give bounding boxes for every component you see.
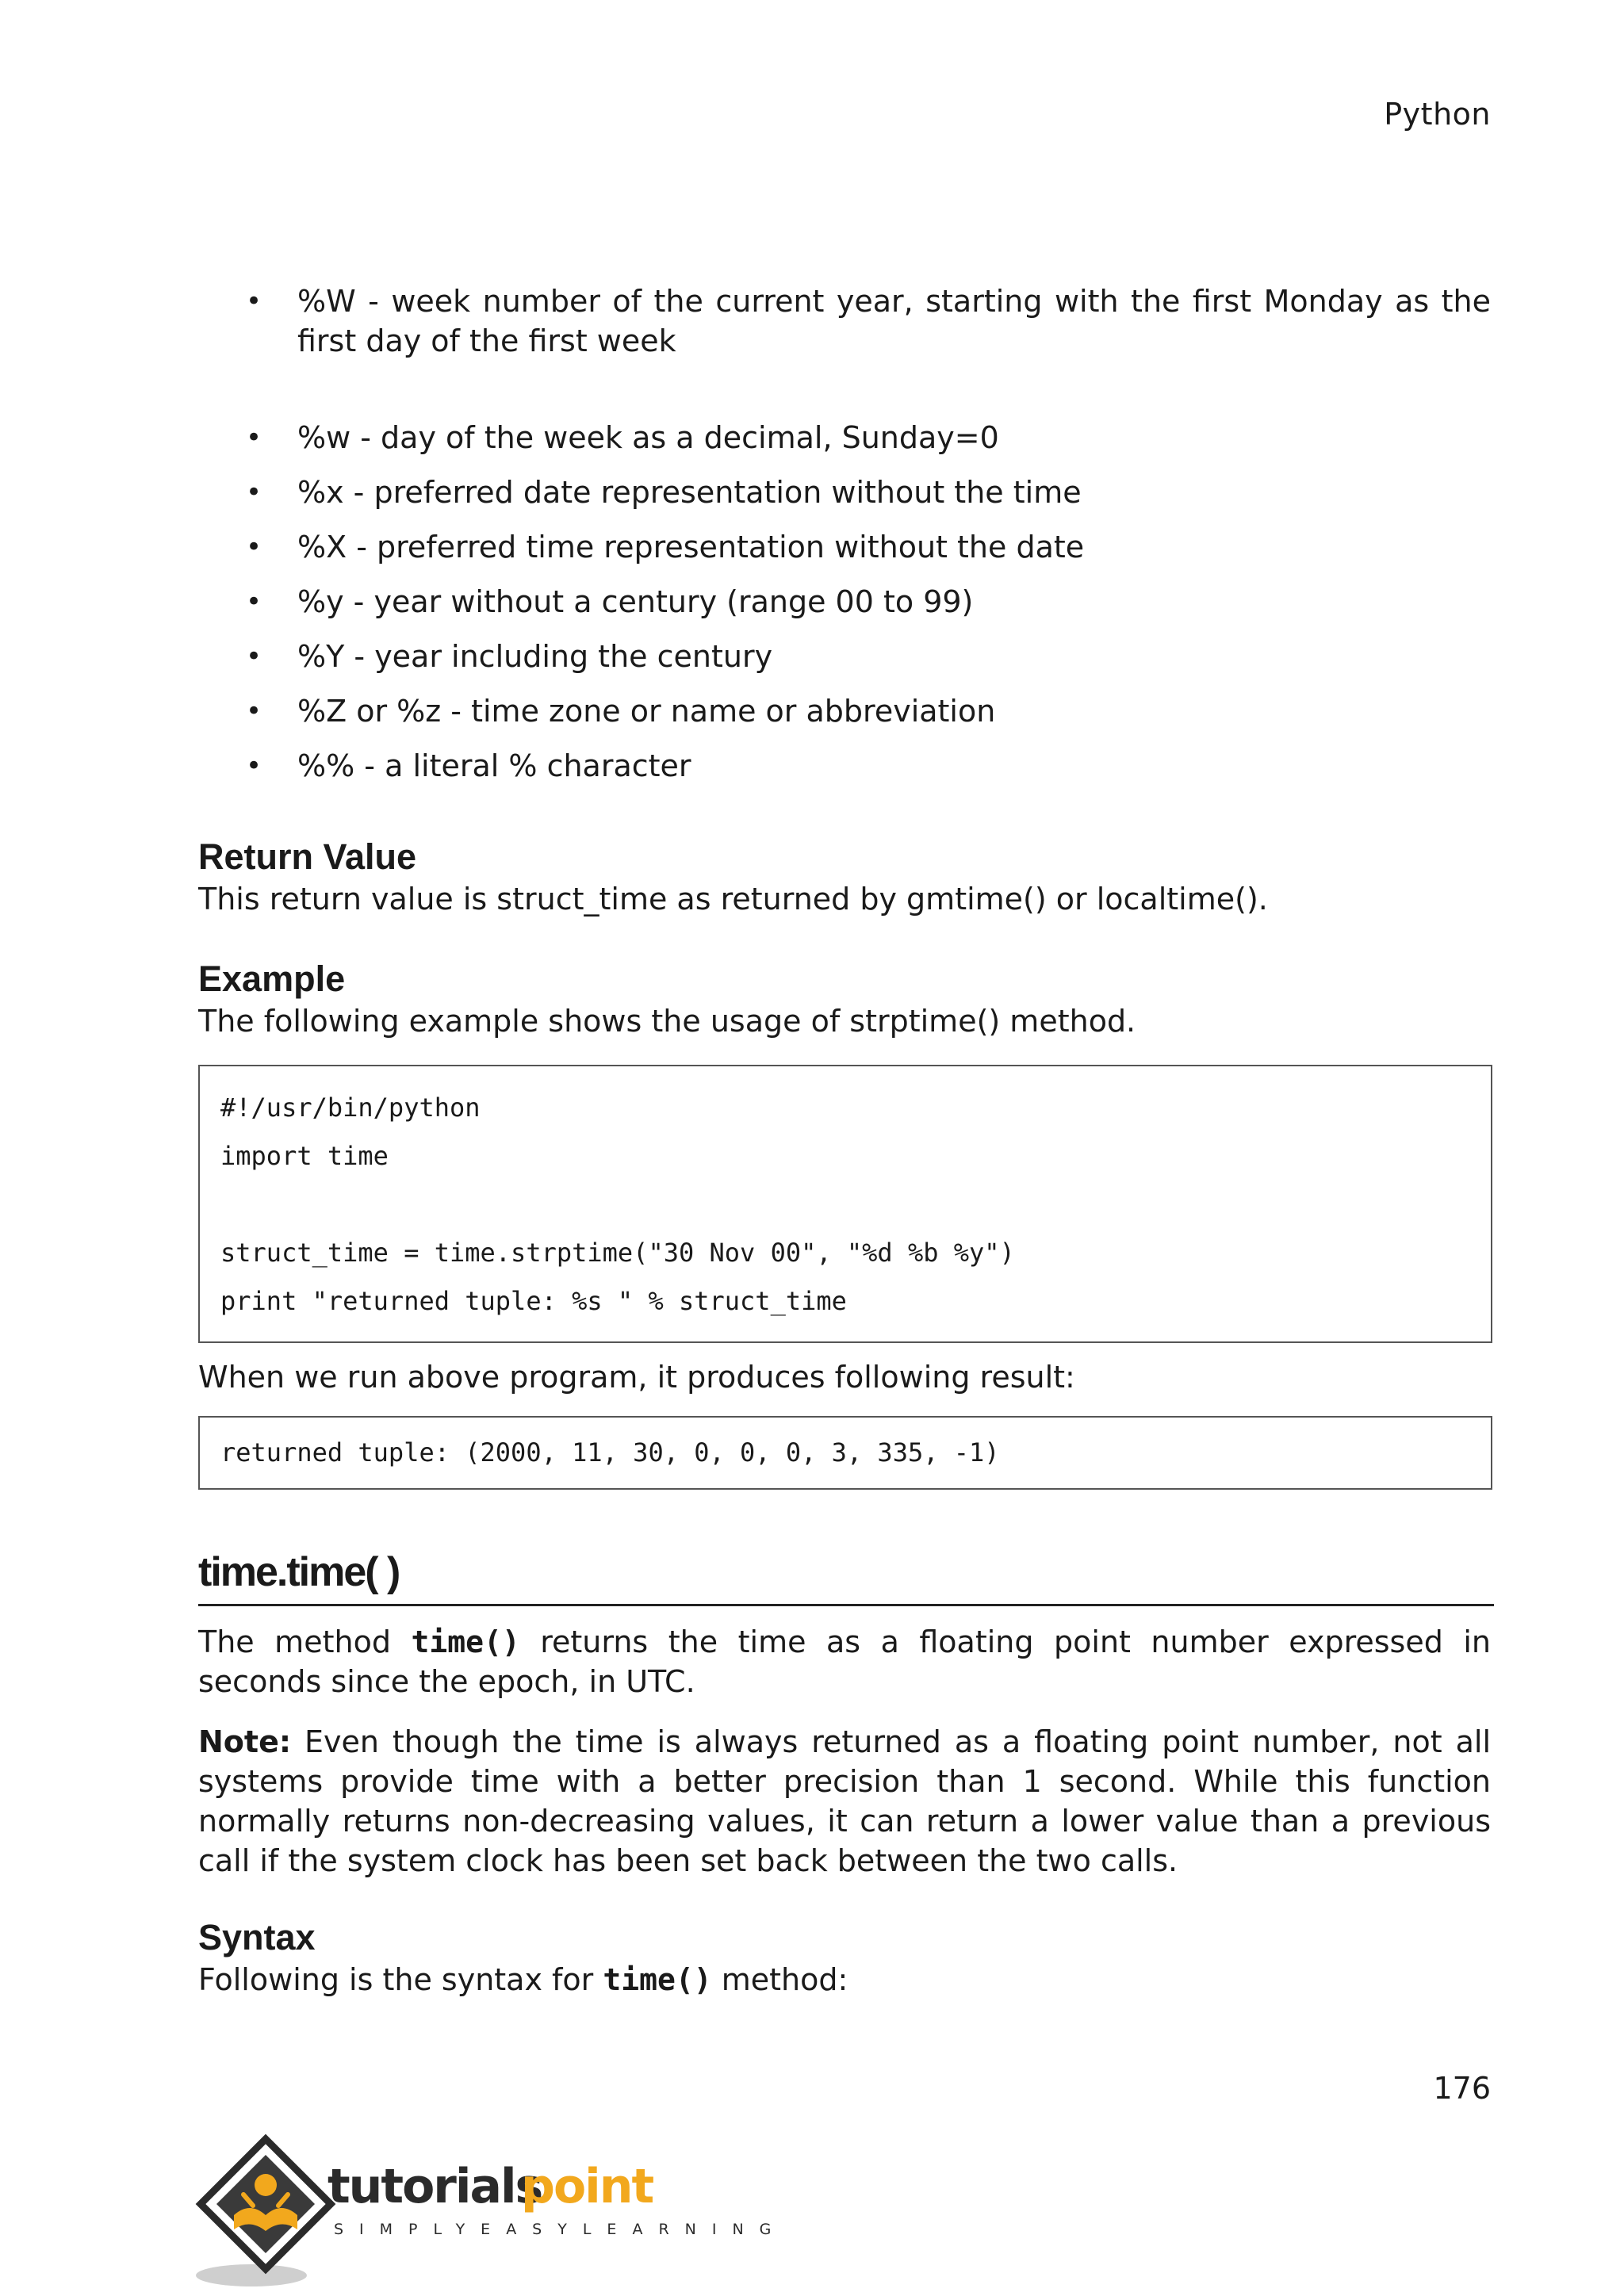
list-item-text: %w - day of the week as a decimal, Sunday=0 xyxy=(297,420,999,455)
method-name: time() xyxy=(603,1962,712,1997)
function-description xyxy=(198,1622,1491,1701)
bullet-icon: • xyxy=(246,422,262,453)
bullet-icon: • xyxy=(246,641,262,672)
code-line: struct_time = time.strptime("30 Nov 00", "%d %b %y") xyxy=(220,1238,1015,1268)
syntax-intro xyxy=(198,1960,1491,1999)
return-value-heading: Return Value xyxy=(198,836,417,877)
bullet-icon: • xyxy=(246,531,262,563)
format-directive-list xyxy=(198,281,1491,786)
syntax-text: Following is the syntax for xyxy=(198,1962,603,1997)
code-line: print "returned tuple: %s " % struct_time xyxy=(220,1286,847,1316)
list-item-text: %% - a literal % character xyxy=(297,748,691,783)
list-item xyxy=(198,637,1491,676)
logo-wordmark-accent: point xyxy=(521,2159,653,2214)
output-line: returned tuple: (2000, 11, 30, 0, 0, 0, 3, 335, -1) xyxy=(220,1437,1000,1468)
list-item-text: %X - preferred time representation without the date xyxy=(297,530,1085,564)
running-header: Python xyxy=(1384,97,1491,132)
code-line: #!/usr/bin/python xyxy=(220,1093,481,1123)
list-item-text: %Y - year including the century xyxy=(297,639,773,674)
syntax-text: method: xyxy=(711,1962,848,1997)
code-block xyxy=(198,1065,1492,1343)
bullet-icon: • xyxy=(246,695,262,727)
list-item xyxy=(198,418,1491,457)
code-line xyxy=(220,1181,1470,1229)
description-text: returns the time as a floating point number expressed in seconds since the epoch, in UTC. xyxy=(198,1624,1491,1699)
list-item-text: %x - preferred date representation without the time xyxy=(297,475,1082,510)
bullet-icon: • xyxy=(246,750,262,782)
syntax-heading: Syntax xyxy=(198,1917,316,1957)
logo-wordmark: tutorials xyxy=(327,2159,542,2214)
example-intro: The following example shows the usage of strptime() method. xyxy=(198,1004,1136,1039)
bullet-icon: • xyxy=(246,476,262,508)
list-item xyxy=(198,582,1491,622)
list-item-text: %W - week number of the current year, starting with the first Monday as the first day of the first week xyxy=(297,284,1491,358)
page-number: 176 xyxy=(1433,2071,1491,2106)
description-text: The method xyxy=(198,1624,412,1659)
bullet-icon: • xyxy=(246,285,262,317)
list-item xyxy=(198,691,1491,731)
list-item xyxy=(198,527,1491,567)
list-item-text: %Z or %z - time zone or name or abbreviation xyxy=(297,694,996,729)
logo-tagline: SIMPLYEASYLEARNING xyxy=(334,2221,787,2238)
note-paragraph xyxy=(198,1722,1491,1881)
list-item-text: %y - year without a century (range 00 to 99) xyxy=(297,584,974,619)
function-title: time.time( ) xyxy=(198,1547,1494,1606)
tutorialspoint-logo xyxy=(194,2133,787,2294)
output-block xyxy=(198,1416,1492,1490)
method-name: time() xyxy=(411,1624,520,1659)
example-heading: Example xyxy=(198,959,346,999)
page-content xyxy=(198,281,1491,1999)
result-intro: When we run above program, it produces following result: xyxy=(198,1360,1075,1395)
note-text: Even though the time is always returned as a floating point number, not all systems provide time with a better precision than 1 second. While this function normally returns non-decreasing values, it can return a lower value than a previous call if the system clock has been set back between the two calls. xyxy=(198,1724,1491,1878)
return-value-text: This return value is struct_time as returned by gmtime() or localtime(). xyxy=(198,882,1268,916)
list-item xyxy=(198,281,1491,361)
logo-icon xyxy=(194,2133,787,2291)
list-item xyxy=(198,746,1491,786)
list-item xyxy=(198,473,1491,512)
code-line: import time xyxy=(220,1141,389,1171)
note-label: Note: xyxy=(198,1724,292,1759)
bullet-icon: • xyxy=(246,586,262,618)
